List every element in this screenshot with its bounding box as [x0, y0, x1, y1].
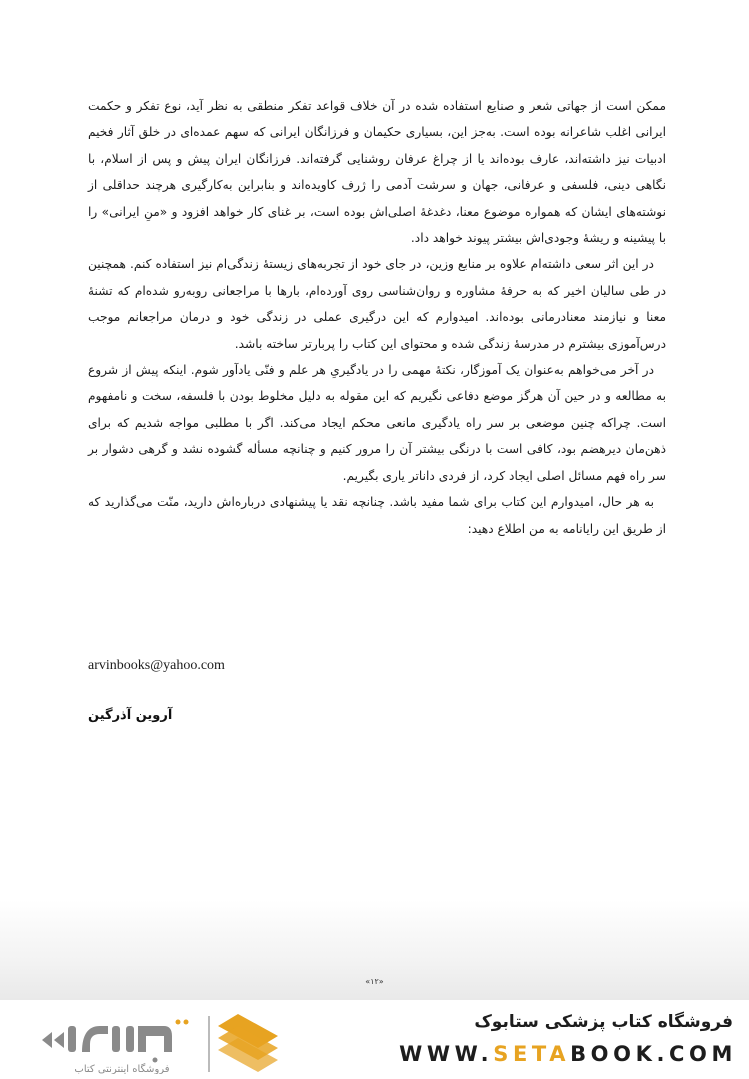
logo-wordmark [42, 1020, 189, 1063]
paragraph-1: ممکن است از جهاتی شعر و صنایع استفاده شده در آن خلاف قواعد تفکر منطقی به نظر آید، نوع تفکر و حکمت ایرانی اغلب شاعرانه بوده است. به‌جز این، بسیاری حکیمان و فرزانگان ایرانی که سهم عمده‌ای در خلق آثار فخیم ادبیات نیز داشته‌اند، عارف بوده‌اند یا از چراغ عرفان روشنایی گرفته‌اند. فرزانگان ایران پیش و پس از اسلام، با نگاهی دینی، فلسفی و عرفانی، جهان و سرشت آدمی را ژرف کاویده‌اند و بنابراین به‌کارگیری هرچند حداقلی از نوشته‌های ایشان که همواره موضوع معنا، دغدغهٔ اصلی‌اش بوده است، بر غنای کار خواهد افزود و «منِ ایرانی» را با پیشینه و ریشهٔ وجودی‌اش بیشتر پیوند خواهد داد. [88, 99, 666, 246]
paragraph-3: در آخر می‌خواهم به‌عنوان یک آموزگار، نکتهٔ مهمی را در یادگیریِ هر علم و فنّی یادآور شوم. اینکه پیش از شروع به مطالعه و در حین آن هرگز موضع دفاعی نگیریم که این مقوله به دلیل مخلوط بودن با فلسفه، سخت و نامفهوم است. چراکه چنین موضعی بر سر راه یادگیری مانعی محکم ایجاد می‌کند. اگر با مطلبی مواجه شدیم که برای ذهن‌مان دیرهضم بود، کافی است با درنگی بیشتر آن را مرور کنیم و چنانچه مسأله گشوده نشد و گرهی دشوار بر سر راه فهم مسائل اصلی ایجاد کرد، از فردی داناتر یاری بگیریم. [88, 363, 666, 483]
store-logo [38, 1014, 286, 1074]
author-name: آروین آذرگین [88, 708, 173, 723]
page-number: «۱۲» [365, 977, 384, 986]
url-accent: SETA [493, 1042, 571, 1066]
url-suffix: BOOK.COM [570, 1042, 737, 1066]
body-text [88, 93, 666, 542]
seta-book-logo-icon [208, 1014, 278, 1072]
store-url[interactable] [399, 1042, 737, 1066]
store-name: فروشگاه کتاب پزشکی ستابوک [474, 1012, 733, 1032]
contact-email: arvinbooks@yahoo.com [88, 658, 225, 673]
logo-subtitle: فروشگاه اینترنتی کتاب [74, 1064, 170, 1074]
paragraph-2: در این اثر سعی داشته‌ام علاوه بر منابع وزین، در جای خود از تجربه‌های زیستهٔ زندگی‌ام نیز استفاده کنم. همچنین در طی سالیان اخیر که به حرفهٔ مشاوره و روان‌شناسی روی آورده‌ام، بارها با مراجعانی روبه‌رو شده‌ام که تشنهٔ معنا و نیازمند معنادرمانی بوده‌اند. امیدوارم که این درگیری عملی در زندگی خود و درمان مراجعانم موجب درس‌آموزی بیشترم در مدرسهٔ زندگی شده و محتوای این کتاب را پربارتر ساخته باشد. [88, 257, 666, 351]
store-footer-banner [0, 1000, 749, 1079]
url-prefix: WWW. [399, 1042, 494, 1066]
paragraph-4: به هر حال، امیدوارم این کتاب برای شما مفید باشد. چنانچه نقد یا پیشنهادی درباره‌اش دارید، منّت می‌گذارید که از طریق این رایانامه به من اطلاع دهید: [88, 495, 666, 536]
